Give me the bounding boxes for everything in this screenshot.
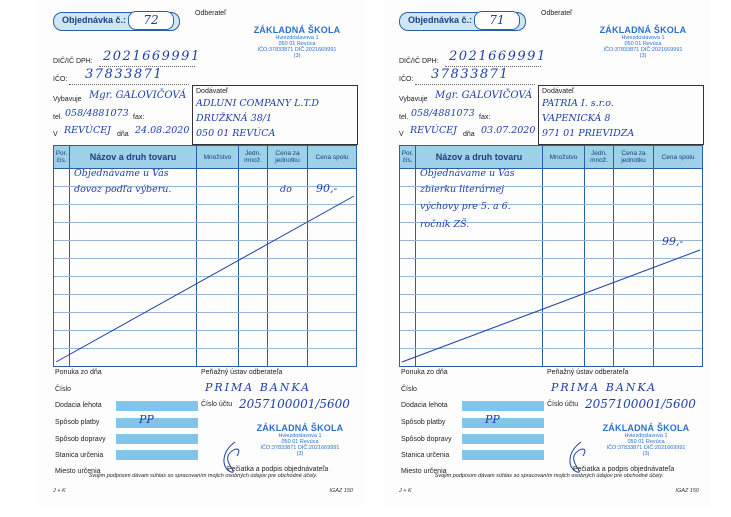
item-line-3: výchovy pre 5. a 6. [420, 201, 511, 212]
order-number-pill [53, 12, 180, 31]
transport-label: Spôsob dopravy [401, 436, 452, 443]
number-label: Číslo [401, 386, 417, 393]
supplier-line-2: DRUŽKNÁ 38/1 [196, 113, 272, 124]
transport-field [462, 434, 544, 444]
order-form-71 [383, 0, 711, 505]
dic-value: 2021669991 [103, 49, 201, 64]
supplier-line-1: ADLUNI COMPANY L.T.D [196, 98, 320, 109]
dic-label: DIČ/IČ DPH: [399, 58, 439, 65]
item-line-1: Objednávame u Vás [74, 168, 169, 179]
tel-value: 058/4881073 [65, 108, 129, 119]
item-line-4: ročník ZŠ. [420, 219, 470, 230]
station-field [116, 450, 198, 460]
bank-label: Peňažný ústav odberateľa [201, 369, 283, 376]
form-code-right: IGAZ 150 [329, 488, 353, 494]
dic-label: DIČ/IČ DPH: [53, 58, 93, 65]
col-mnozstvo: Množstvo [543, 146, 585, 168]
number-label: Číslo [55, 386, 71, 393]
col-mnozstvo: Množstvo [197, 146, 239, 168]
item-line-1: Objednávame u Vás [420, 168, 515, 179]
payment-value: PP [485, 413, 500, 426]
payment-label: Spôsob platby [55, 419, 100, 426]
delivery-field [462, 401, 544, 411]
col-cena-jedn: Cena za jednotku [268, 146, 308, 168]
transport-field [116, 434, 198, 444]
strike-line [400, 146, 702, 366]
station-label: Stanica určenia [401, 452, 450, 459]
supplier-label: Dodávateľ [196, 88, 229, 95]
stamp-signature-label: Pečiatka a podpis objednávateľa [227, 466, 329, 473]
handled-by-value: Mgr. GALOVIČOVÁ [89, 90, 187, 101]
order-number-value: 72 [128, 11, 174, 30]
school-stamp: ZÁKLADNÁ ŠKOLA Hviezdoslavova 1 050 01 Revúca IČO:37833871 DIČ:2021669991 (3) [599, 25, 687, 59]
tel-label: tel. [53, 114, 63, 121]
account-label: Číslo účtu [201, 401, 233, 408]
destination-label: Miesto určenia [55, 468, 101, 475]
delivery-field [116, 401, 198, 411]
customer-label: Odberateľ [195, 10, 227, 17]
tel-label: tel. [399, 114, 409, 121]
col-cena-spolu: Cena spolu [315, 153, 349, 161]
delivery-label: Dodacia lehota [401, 402, 448, 409]
consent-footer: Svojim podpisom dávam súhlas so spracovaním mojich osobných údajov pre obchodné účely. [434, 473, 664, 479]
items-table [53, 145, 357, 367]
supplier-line-1: PATRIA I. s.r.o. [542, 98, 614, 109]
account-value: 2057100001/5600 [239, 397, 350, 411]
order-number-label: Objednávka č.: [62, 15, 127, 25]
supplier-line-3: 050 01 REVÚCA [196, 128, 276, 139]
total-value: 99,- [662, 235, 684, 248]
station-field [462, 450, 544, 460]
delivery-label: Dodacia lehota [55, 402, 102, 409]
date-label: dňa [117, 131, 129, 138]
bank-value: PRIMA BANKA [551, 381, 658, 394]
item-line-2: dovoz podľa výberu. [74, 184, 172, 195]
customer-label: Odberateľ [541, 10, 573, 17]
supplier-box [538, 85, 704, 145]
ico-label: IČO: [53, 76, 68, 83]
ico-label: IČO: [399, 76, 414, 83]
place-value: REVÚCEJ [410, 125, 457, 136]
col-jedn: Jedn. množ. [585, 146, 614, 168]
handled-by-value: Mgr. GALOVIČOVÁ [435, 90, 533, 101]
offer-date-label: Ponuka zo dňa [401, 369, 448, 376]
account-value: 2057100001/5600 [585, 397, 696, 411]
transport-label: Spôsob dopravy [55, 436, 106, 443]
col-por: Por. čís. [54, 146, 70, 168]
col-nazov: Názov a druh tovaru [70, 146, 197, 168]
ico-value: 37833871 [85, 67, 164, 82]
form-code-left: J + K [53, 488, 66, 494]
form-code-left: J + K [399, 488, 412, 494]
school-stamp-bottom: ZÁKLADNÁ ŠKOLA Hviezdoslavova 1 050 01 Revúca IČO:37833871 DIČ:2021669991 (3) [602, 423, 690, 457]
school-stamp-bottom: ZÁKLADNÁ ŠKOLA Hviezdoslavova 1 050 01 Revúca IČO:37833871 DIČ:2021669991 (3) [256, 423, 344, 457]
date-value: 24.08.2020 [135, 125, 190, 136]
date-value: 03.07.2020 [481, 125, 536, 136]
dic-value: 2021669991 [449, 49, 547, 64]
unit-price-value: do [280, 184, 292, 195]
form-code-right: IGAZ 150 [675, 488, 699, 494]
ico-value: 37833871 [431, 67, 510, 82]
supplier-label: Dodávateľ [542, 88, 575, 95]
offer-date-label: Ponuka zo dňa [55, 369, 102, 376]
tel-value: 058/4881073 [411, 108, 475, 119]
supplier-line-3: 971 01 PRIEVIDZA [542, 128, 635, 139]
item-line-2: zbierku literárnej [420, 184, 505, 195]
stamp-signature-label: Pečiatka a podpis objednávateľa [573, 466, 675, 473]
bank-value: PRIMA BANKA [205, 381, 312, 394]
col-por: Por. čís. [400, 146, 416, 168]
payment-label: Spôsob platby [401, 419, 446, 426]
destination-label: Miesto určenia [401, 468, 447, 475]
order-number-value: 71 [474, 11, 520, 30]
col-cena-spolu: Cena spolu [661, 153, 695, 161]
col-cena-jedn: Cena za jednotku [614, 146, 654, 168]
place-value: REVÚCEJ [64, 125, 111, 136]
account-label: Číslo účtu [547, 401, 579, 408]
school-stamp: ZÁKLADNÁ ŠKOLA Hviezdoslavova 1 050 01 Revúca IČO:37833871 DIČ:2021669991 (3) [253, 25, 341, 59]
strike-line [54, 146, 356, 366]
order-number-pill [399, 12, 526, 31]
payment-field [462, 418, 544, 428]
station-label: Stanica určenia [55, 452, 104, 459]
col-jedn: Jedn. množ. [239, 146, 268, 168]
place-label: V [53, 131, 58, 138]
order-form-72 [37, 0, 365, 505]
order-number-label: Objednávka č.: [408, 15, 473, 25]
fax-label: fax: [133, 114, 145, 121]
handled-by-label: Vybavuje [53, 96, 82, 103]
bank-label: Peňažný ústav odberateľa [547, 369, 629, 376]
payment-value: PP [139, 413, 154, 426]
date-label: dňa [463, 131, 475, 138]
col-nazov: Názov a druh tovaru [416, 146, 543, 168]
fax-label: fax: [479, 114, 491, 121]
payment-field [116, 418, 198, 428]
place-label: V [399, 131, 404, 138]
supplier-box [192, 85, 358, 145]
total-value: 90,- [316, 182, 338, 195]
consent-footer: Svojim podpisom dávam súhlas so spracovaním mojich osobných údajov pre obchodné účely. [88, 473, 318, 479]
handled-by-label: Vybavuje [399, 96, 428, 103]
supplier-line-2: VAPENICKÁ 8 [542, 113, 611, 124]
items-table [399, 145, 703, 367]
